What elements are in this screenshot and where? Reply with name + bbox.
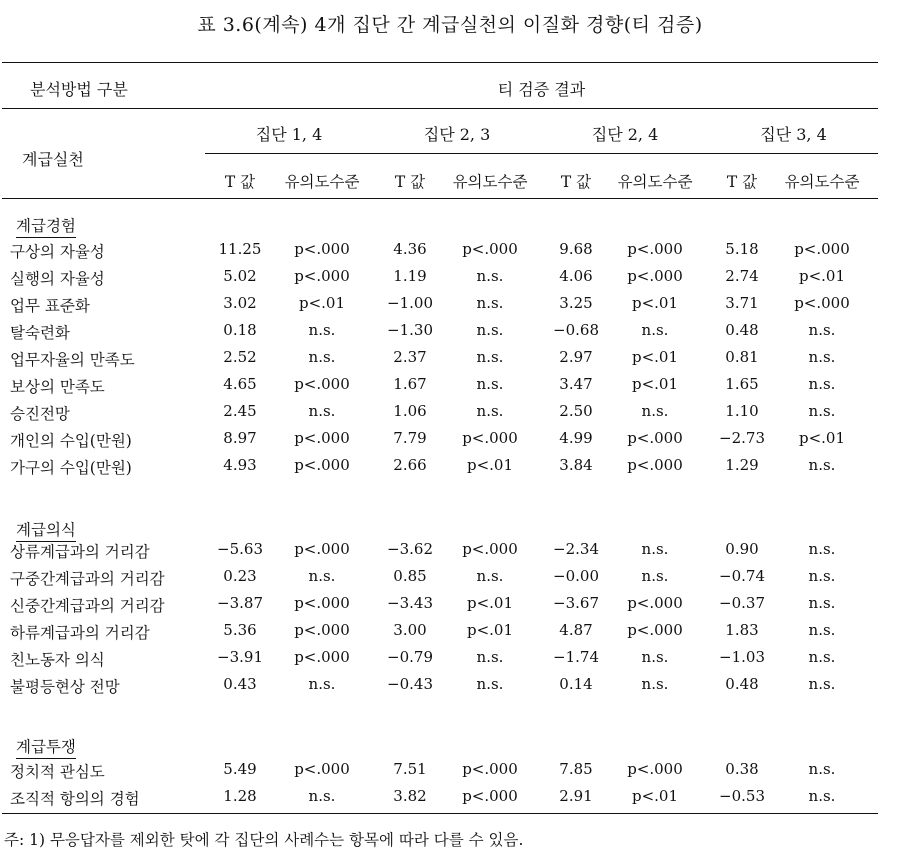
cell-t-value: 4.99 xyxy=(559,429,593,447)
cell-significance: p<.000 xyxy=(294,594,350,612)
row-label-header: 계급실천 xyxy=(22,150,84,169)
cell-t-value: 1.67 xyxy=(393,375,427,393)
cell-t-value: −1.03 xyxy=(719,648,765,666)
cell-significance: n.s. xyxy=(476,321,504,339)
cell-significance: n.s. xyxy=(808,456,836,474)
cell-t-value: −3.87 xyxy=(217,594,263,612)
cell-significance: p<.000 xyxy=(462,760,518,778)
cell-t-value: 0.85 xyxy=(393,567,427,585)
cell-t-value: 4.65 xyxy=(223,375,257,393)
cell-significance: n.s. xyxy=(808,621,836,639)
cell-significance: p<.000 xyxy=(294,540,350,558)
bottom-rule xyxy=(2,813,878,814)
cell-t-value: 0.90 xyxy=(725,540,759,558)
cell-significance: n.s. xyxy=(476,375,504,393)
group-header-1: 집단 1, 4 xyxy=(255,125,323,144)
row-label: 친노동자 의식 xyxy=(10,651,105,669)
subcol-significance: 유의도수준 xyxy=(452,173,528,191)
row-label: 업무 표준화 xyxy=(10,297,90,315)
cell-significance: n.s. xyxy=(476,402,504,420)
cell-t-value: 3.82 xyxy=(393,787,427,805)
cell-t-value: 0.18 xyxy=(223,321,257,339)
cell-significance: n.s. xyxy=(476,294,504,312)
subcol-significance: 유의도수준 xyxy=(284,173,360,191)
section-heading: 계급의식 xyxy=(16,518,76,542)
top-rule xyxy=(2,62,878,63)
cell-significance: n.s. xyxy=(808,402,836,420)
cell-significance: n.s. xyxy=(641,675,669,693)
cell-t-value: 4.36 xyxy=(393,240,427,258)
cell-t-value: −0.00 xyxy=(553,567,599,585)
cell-significance: n.s. xyxy=(308,787,336,805)
cell-significance: p<.000 xyxy=(294,648,350,666)
cell-significance: p<.000 xyxy=(294,267,350,285)
cell-t-value: 0.14 xyxy=(559,675,593,693)
cell-t-value: 0.48 xyxy=(725,675,759,693)
group-header-3: 집단 2, 4 xyxy=(591,125,659,144)
subcol-t-value: T 값 xyxy=(560,173,592,191)
cell-t-value: 5.18 xyxy=(725,240,759,258)
row-label: 개인의 수입(만원) xyxy=(10,432,132,450)
cell-t-value: −3.43 xyxy=(387,594,433,612)
cell-significance: n.s. xyxy=(308,321,336,339)
cell-t-value: 2.37 xyxy=(393,348,427,366)
cell-significance: n.s. xyxy=(308,567,336,585)
cell-t-value: 1.29 xyxy=(725,456,759,474)
cell-significance: p<.01 xyxy=(798,429,846,447)
cell-t-value: −0.37 xyxy=(719,594,765,612)
cell-significance: n.s. xyxy=(641,402,669,420)
cell-significance: p<.000 xyxy=(794,294,850,312)
cell-t-value: 5.49 xyxy=(223,760,257,778)
method-label: 분석방법 구분 xyxy=(30,80,128,99)
cell-significance: n.s. xyxy=(808,675,836,693)
cell-t-value: 1.28 xyxy=(223,787,257,805)
cell-t-value: −2.73 xyxy=(719,429,765,447)
cell-significance: p<.01 xyxy=(298,294,346,312)
cell-significance: p<.000 xyxy=(627,267,683,285)
section-heading: 계급경험 xyxy=(16,214,76,238)
group-header-4: 집단 3, 4 xyxy=(760,125,827,144)
cell-significance: n.s. xyxy=(308,675,336,693)
cell-t-value: −3.62 xyxy=(387,540,433,558)
cell-t-value: 1.06 xyxy=(393,402,427,420)
cell-t-value: 3.25 xyxy=(559,294,593,312)
row-label: 탈숙련화 xyxy=(10,324,70,342)
cell-significance: n.s. xyxy=(808,594,836,612)
header-rule-1 xyxy=(2,108,878,109)
cell-t-value: 11.25 xyxy=(218,240,262,258)
cell-significance: p<.000 xyxy=(294,456,350,474)
footnote: 주: 1) 무응답자를 제외한 탓에 각 집단의 사례수는 항목에 따라 다를 수 있음. xyxy=(4,831,524,849)
subcol-t-value: T 값 xyxy=(224,173,256,191)
cell-significance: n.s. xyxy=(476,348,504,366)
cell-t-value: 2.74 xyxy=(725,267,759,285)
cell-significance: p<.000 xyxy=(627,621,683,639)
cell-significance: n.s. xyxy=(808,567,836,585)
cell-t-value: 2.52 xyxy=(223,348,257,366)
cell-significance: p<.000 xyxy=(462,787,518,805)
cell-t-value: 3.47 xyxy=(559,375,593,393)
row-label: 보상의 만족도 xyxy=(10,378,105,396)
cell-significance: n.s. xyxy=(641,540,669,558)
row-label: 하류계급과의 거리감 xyxy=(10,624,150,642)
cell-significance: p<.01 xyxy=(466,594,514,612)
cell-t-value: 2.66 xyxy=(393,456,427,474)
cell-t-value: −1.74 xyxy=(553,648,599,666)
cell-t-value: −0.79 xyxy=(387,648,433,666)
cell-significance: p<.000 xyxy=(462,429,518,447)
row-label: 실행의 자율성 xyxy=(10,270,105,288)
cell-t-value: 9.68 xyxy=(559,240,593,258)
cell-t-value: 7.51 xyxy=(393,760,427,778)
cell-significance: n.s. xyxy=(808,348,836,366)
header-rule-2 xyxy=(2,198,878,199)
cell-significance: n.s. xyxy=(808,321,836,339)
cell-significance: p<.000 xyxy=(294,429,350,447)
cell-t-value: 1.19 xyxy=(393,267,427,285)
cell-significance: n.s. xyxy=(308,402,336,420)
cell-t-value: 4.06 xyxy=(559,267,593,285)
cell-significance: p<.01 xyxy=(631,375,679,393)
cell-significance: n.s. xyxy=(476,267,504,285)
subcol-significance: 유의도수준 xyxy=(784,173,860,191)
cell-t-value: −2.34 xyxy=(553,540,599,558)
cell-significance: n.s. xyxy=(641,567,669,585)
cell-t-value: −3.91 xyxy=(217,648,263,666)
row-label: 불평등현상 전망 xyxy=(10,678,120,696)
subcol-t-value: T 값 xyxy=(726,173,758,191)
cell-t-value: 0.23 xyxy=(223,567,257,585)
cell-t-value: 8.97 xyxy=(223,429,257,447)
cell-t-value: −0.53 xyxy=(719,787,765,805)
subcol-significance: 유의도수준 xyxy=(617,173,693,191)
cell-significance: p<.000 xyxy=(462,240,518,258)
row-label: 정치적 관심도 xyxy=(10,763,105,781)
cell-t-value: 5.36 xyxy=(223,621,257,639)
cell-significance: n.s. xyxy=(808,787,836,805)
cell-significance: n.s. xyxy=(808,375,836,393)
cell-significance: p<.000 xyxy=(627,456,683,474)
cell-t-value: −3.67 xyxy=(553,594,599,612)
cell-t-value: 5.02 xyxy=(223,267,257,285)
cell-t-value: 1.65 xyxy=(725,375,759,393)
cell-t-value: 1.83 xyxy=(725,621,759,639)
cell-t-value: 0.48 xyxy=(725,321,759,339)
section-heading: 계급투쟁 xyxy=(16,735,76,759)
row-label: 상류계급과의 거리감 xyxy=(10,543,150,561)
cell-significance: p<.000 xyxy=(294,240,350,258)
subcol-t-value: T 값 xyxy=(394,173,426,191)
cell-t-value: 0.81 xyxy=(725,348,759,366)
cell-significance: n.s. xyxy=(808,540,836,558)
row-label: 구상의 자율성 xyxy=(10,243,105,261)
cell-t-value: −1.00 xyxy=(387,294,433,312)
cell-significance: p<.000 xyxy=(627,594,683,612)
table-title: 표 3.6(계속) 4개 집단 간 계급실천의 이질화 경향(티 검증) xyxy=(197,14,703,36)
cell-significance: n.s. xyxy=(641,648,669,666)
cell-significance: n.s. xyxy=(641,321,669,339)
cell-t-value: −1.30 xyxy=(387,321,433,339)
group-header-rule xyxy=(205,153,878,154)
row-label: 조직적 항의의 경험 xyxy=(10,790,140,808)
cell-t-value: −0.68 xyxy=(553,321,599,339)
cell-significance: p<.000 xyxy=(462,540,518,558)
cell-t-value: 7.85 xyxy=(559,760,593,778)
cell-significance: p<.01 xyxy=(631,294,679,312)
cell-significance: p<.000 xyxy=(294,375,350,393)
cell-t-value: 0.38 xyxy=(725,760,759,778)
cell-t-value: 2.50 xyxy=(559,402,593,420)
cell-t-value: 2.97 xyxy=(559,348,593,366)
cell-t-value: 7.79 xyxy=(393,429,427,447)
result-label: 티 검증 결과 xyxy=(497,80,586,99)
cell-significance: n.s. xyxy=(808,648,836,666)
cell-significance: p<.000 xyxy=(294,621,350,639)
cell-t-value: 2.45 xyxy=(223,402,257,420)
cell-t-value: 4.87 xyxy=(559,621,593,639)
cell-significance: n.s. xyxy=(308,348,336,366)
row-label: 신중간계급과의 거리감 xyxy=(10,597,165,615)
cell-t-value: 3.84 xyxy=(559,456,593,474)
cell-significance: n.s. xyxy=(808,760,836,778)
group-header-2: 집단 2, 3 xyxy=(423,125,491,144)
cell-significance: p<.01 xyxy=(631,787,679,805)
cell-significance: p<.000 xyxy=(294,760,350,778)
cell-significance: p<.000 xyxy=(627,760,683,778)
cell-t-value: −5.63 xyxy=(217,540,263,558)
cell-significance: p<.01 xyxy=(798,267,846,285)
cell-t-value: 3.02 xyxy=(223,294,257,312)
cell-significance: n.s. xyxy=(476,567,504,585)
cell-significance: n.s. xyxy=(476,648,504,666)
cell-significance: p<.01 xyxy=(631,348,679,366)
cell-significance: p<.01 xyxy=(466,456,514,474)
row-label: 승진전망 xyxy=(10,405,70,423)
row-label: 업무자율의 만족도 xyxy=(10,351,135,369)
row-label: 구중간계급과의 거리감 xyxy=(10,570,165,588)
cell-significance: p<.000 xyxy=(627,240,683,258)
cell-significance: p<.000 xyxy=(794,240,850,258)
cell-t-value: 3.71 xyxy=(725,294,759,312)
cell-t-value: −0.74 xyxy=(719,567,765,585)
cell-t-value: 0.43 xyxy=(223,675,257,693)
row-label: 가구의 수입(만원) xyxy=(10,459,132,477)
cell-significance: p<.01 xyxy=(466,621,514,639)
cell-t-value: 1.10 xyxy=(725,402,759,420)
cell-significance: n.s. xyxy=(476,675,504,693)
cell-t-value: −0.43 xyxy=(387,675,433,693)
cell-t-value: 3.00 xyxy=(393,621,427,639)
cell-t-value: 2.91 xyxy=(559,787,593,805)
cell-t-value: 4.93 xyxy=(223,456,257,474)
cell-significance: p<.000 xyxy=(627,429,683,447)
